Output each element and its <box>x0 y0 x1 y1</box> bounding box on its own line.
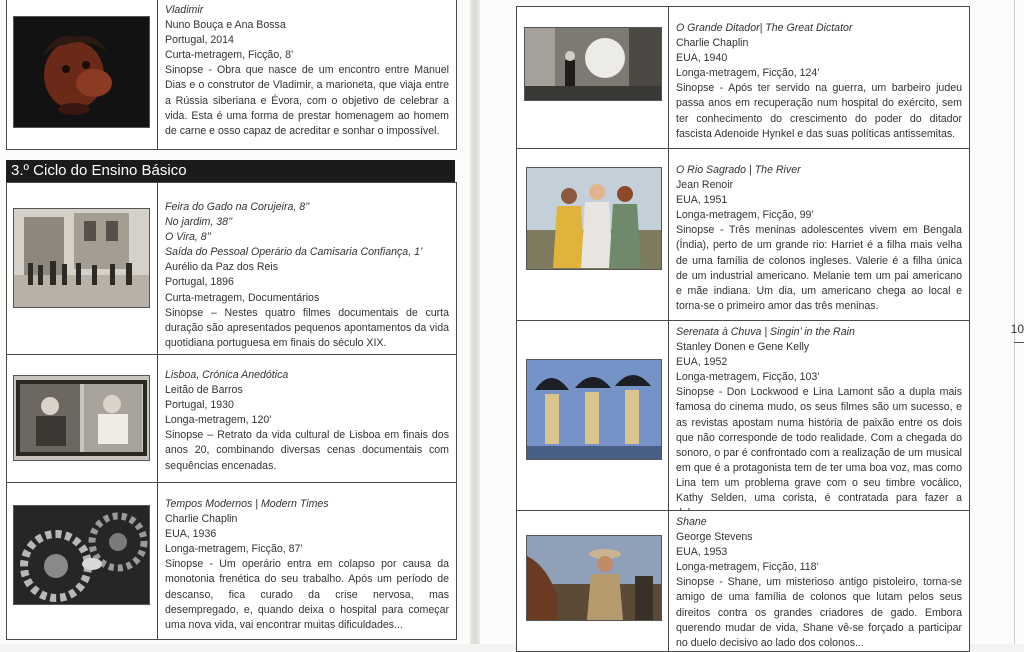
film-format: Longa-metragem, Ficção, 124’ <box>676 67 820 80</box>
film-format: Longa-metragem, Ficção, 118’ <box>676 561 819 574</box>
film-director: Charlie Chaplin <box>165 513 238 526</box>
film-title: O Grande Ditador| The Great Dictator <box>676 22 853 34</box>
film-synopsis: Sinopse - Shane, um misterioso antigo pistoleiro, torna-se amigo de uma família de colonos que lutam pelos seus direitos contra os grandes criadores de gado. Embora querendo mudar de vida, Shane vê-se forçado a participar no duelo decisivo ao lado dos colonos... <box>676 576 962 649</box>
film-director: Leitão de Barros <box>165 384 243 397</box>
film-country-year: EUA, 1940 <box>676 52 728 65</box>
section-heading: 3.º Ciclo do Ensino Básico <box>6 160 455 182</box>
film-title: Vladimir <box>165 4 204 16</box>
film-country-year: EUA, 1951 <box>676 194 728 207</box>
film-title: Feira do Gado na Corujeira, 8’’ <box>165 201 310 213</box>
film-country-year: EUA, 1936 <box>165 528 217 541</box>
book-gutter <box>470 0 480 644</box>
film-title: No jardim, 38’’ <box>165 216 233 229</box>
film-country-year: Portugal, 1896 <box>165 276 234 289</box>
film-synopsis: Sinopse – Nestes quatro filmes documentais de curta duração são apresentados pequenos apontamentos da vida quotidiana portuguesa em finais do século XIX. <box>165 306 449 349</box>
film-director: Aurélio da Paz dos Reis <box>165 261 279 274</box>
film-title: O Rio Sagrado | The River <box>676 164 801 176</box>
film-title: Tempos Modernos | Modern Times <box>165 498 329 510</box>
film-synopsis: Sinopse - Obra que nasce de um encontro entre Manuel Dias e o construtor de Vladimir, a marioneta, que viaja entre a Rússia siberiana e Évora, com o objetivo de celebrar a vida. Esta é uma forma de prestar homenagem ao homem de carne e osso capaz de acreditar e sonhar o impossível. <box>165 64 449 137</box>
film-entry-lisboa <box>6 354 457 484</box>
film-synopsis: Sinopse - Após ter servido na guerra, um barbeiro judeu passa anos em recuperação num hospital do exército, sem ter conhecimento do crescimento do poder do ditador fascista Adenoide Hynkel e das suas políticas antissemitas. <box>676 82 962 140</box>
film-entry-great-dictator <box>516 6 970 150</box>
film-director: Jean Renoir <box>676 179 734 192</box>
film-title: Shane <box>676 516 707 528</box>
film-title: Serenata à Chuva | Singin’ in the Rain <box>676 326 855 338</box>
film-country-year: Portugal, 2014 <box>165 34 234 47</box>
film-synopsis: Sinopse – Retrato da vida cultural de Lisboa em finais dos anos 20, combinando diversas cenas documentais com sequências encenadas. <box>165 429 449 472</box>
film-country-year: Portugal, 1930 <box>165 399 234 412</box>
film-format: Longa-metragem, 120’ <box>165 414 272 427</box>
film-synopsis: Sinopse - Um operário entra em colapso por causa da monotonia frenética do seu trabalho. Após um período de descanso, fica curado da crise nervosa, mas desempregado, e, quando deixa o hospital para começar uma nova vida, vai encontrar muitas dificuldades... <box>165 558 449 631</box>
three-girls-photo <box>526 167 662 270</box>
film-format: Longa-metragem, Ficção, 99’ <box>676 209 814 222</box>
film-format: Curta-metragem, Documentários <box>165 291 320 304</box>
globe-scene-photo <box>524 27 662 101</box>
film-director: Nuno Bouça e Ana Bossa <box>165 19 286 32</box>
film-format: Curta-metragem, Ficção, 8’ <box>165 49 294 62</box>
film-synopsis: Sinopse - Don Lockwood e Lina Lamont são a dupla mais famosa do cinema mudo, os seus filmes são um sucesso, e as revistas apostam numa história de paixão entre os dois que não corresponde de todo realidade. Com a chegada do sonoro, o par é confrontado com a realização de um musical em que é a protagonista tem de ter uma boa voz, mas como Lina tem um problema grave com o seu timbre vocálico, Kathy Selden, uma corista, é contratada para fazer a <box>676 386 962 505</box>
cowboy-photo <box>526 535 662 621</box>
film-entry-the-river <box>516 148 970 322</box>
gears-photo <box>13 505 150 605</box>
film-entry-vladimir <box>6 0 457 150</box>
page-number: 10 <box>1010 322 1024 336</box>
film-country-year: EUA, 1953 <box>676 546 728 559</box>
film-synopsis: Sinopse - Três meninas adolescentes vivem em Bengala (Índia), perto de um grande rio: Harriet é a filha mais velha de uma família de colonos ingleses. Valerie é a filha única de um industrial americano. Melanie tem um pai americano e mãe indiana. Um dia, um americano chega ao local e torna-se o primeiro amor das três meninas. <box>676 224 962 312</box>
street-scene-photo <box>13 208 150 308</box>
film-title: Lisboa, Crónica Anedótica <box>165 369 289 381</box>
film-country-year: EUA, 1952 <box>676 356 728 369</box>
film-director: Stanley Donen e Gene Kelly <box>676 341 810 354</box>
film-entry-singin-in-the-rain <box>516 320 970 512</box>
film-entry-modern-times <box>6 482 457 640</box>
film-director: Charlie Chaplin <box>676 37 749 50</box>
puppet-head-photo <box>13 16 150 128</box>
film-title: O Vira, 8’’ <box>165 231 211 244</box>
umbrellas-photo <box>526 359 662 460</box>
film-title: Saída do Pessoal Operário da Camisaria Confiança, 1’ <box>165 246 423 259</box>
page-number-rule <box>1014 342 1024 343</box>
film-format: Longa-metragem, Ficção, 87’ <box>165 543 303 556</box>
car-passengers-photo <box>13 375 150 461</box>
film-entry-paz-dos-reis <box>6 182 457 356</box>
film-entry-shane <box>516 510 970 652</box>
film-director: George Stevens <box>676 531 753 544</box>
film-format: Longa-metragem, Ficção, 103’ <box>676 371 820 384</box>
